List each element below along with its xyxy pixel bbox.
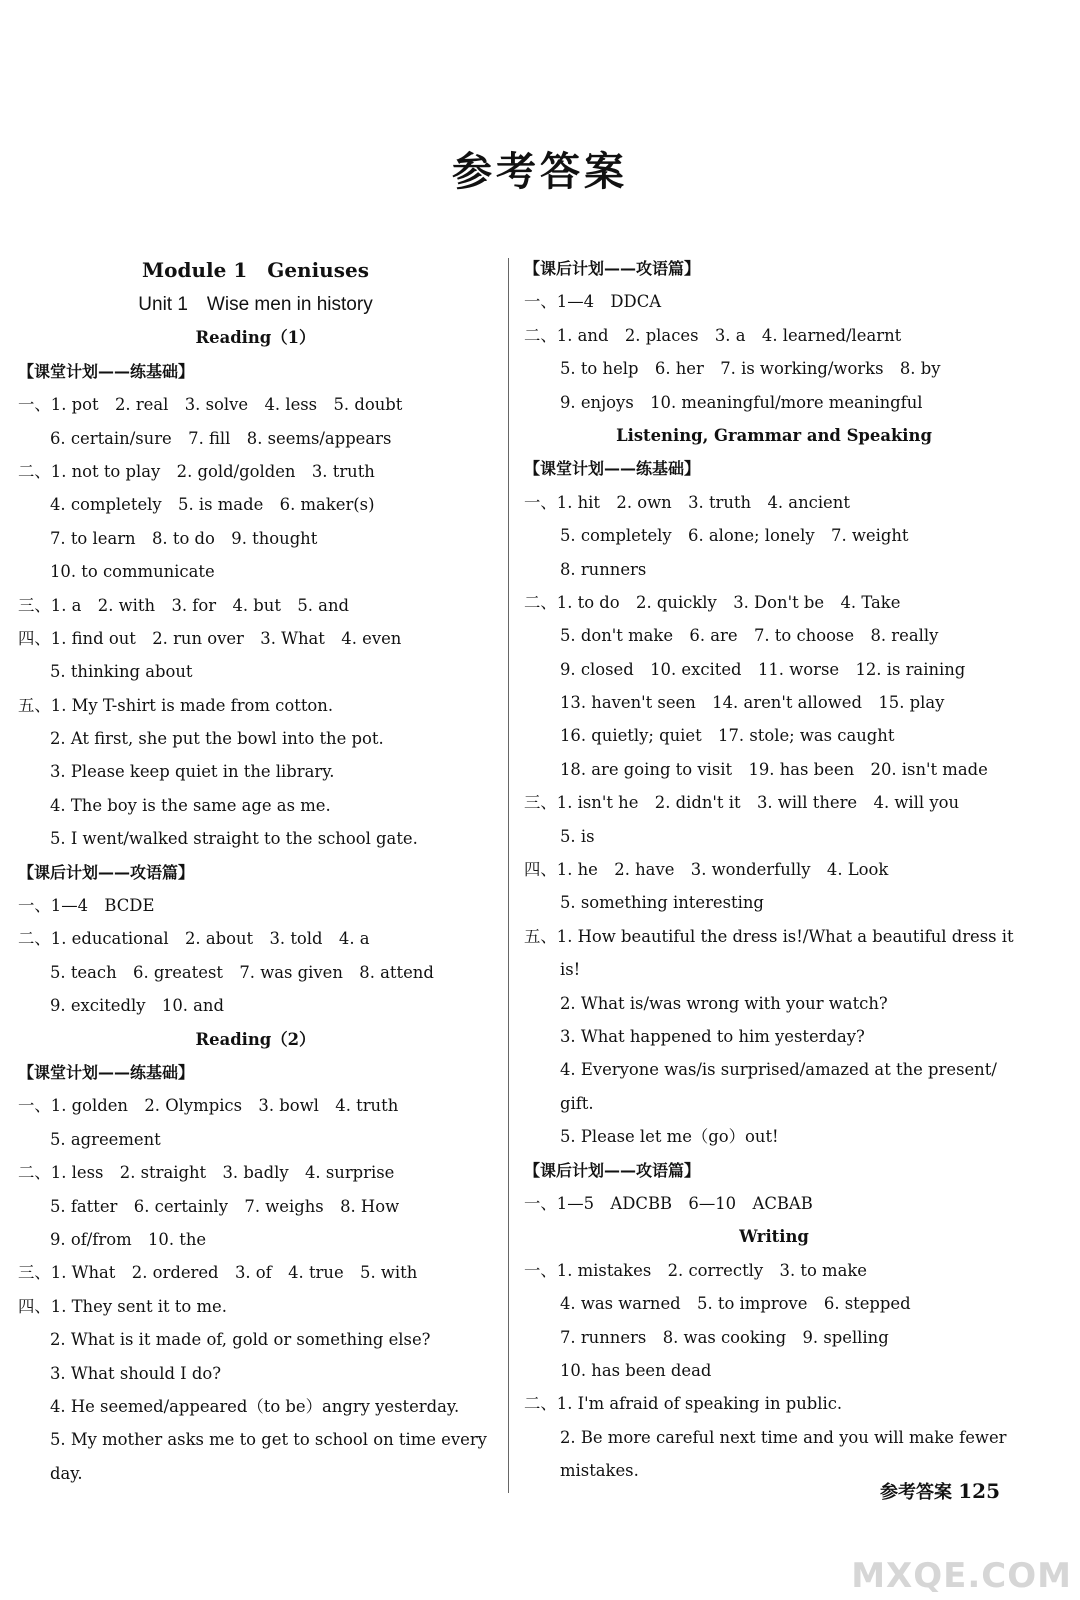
left-answer-line: 5. teach 6. greatest 7. was given 8. attend [50, 962, 434, 982]
right-answer-line: 2. What is/was wrong with your watch? [560, 993, 888, 1013]
right-answer-line: 二、1. I'm afraid of speaking in public. [524, 1394, 843, 1414]
right-answer-line: 7. runners 8. was cooking 9. spelling [560, 1327, 889, 1347]
left-answer-line: 7. to learn 8. to do 9. thought [50, 528, 318, 548]
left-answer-line: 三、1. a 2. with 3. for 4. but 5. and [18, 595, 349, 615]
left-answer-line: 一、1—4 BCDE [18, 896, 155, 916]
right-column [524, 252, 1024, 1487]
left-answer-line: 9. of/from 10. the [50, 1229, 207, 1249]
right-answer-line: Writing [739, 1227, 809, 1247]
right-answer-line: gift. [560, 1093, 594, 1113]
right-answer-line: Listening, Grammar and Speaking [616, 425, 932, 445]
left-answer-line: 三、1. What 2. ordered 3. of 4. true 5. with [18, 1263, 418, 1283]
left-answer-line: 5. My mother asks me to get to school on time every [50, 1430, 487, 1450]
right-answer-line: 五、1. How beautiful the dress is!/What a beautiful dress it [524, 926, 1014, 946]
right-answer-line: 10. has been dead [560, 1360, 712, 1380]
left-answer-line: Reading（1） [195, 328, 316, 348]
left-answer-line: 5. fatter 6. certainly 7. weighs 8. How [50, 1196, 400, 1216]
left-answer-line: 二、1. educational 2. about 3. told 4. a [18, 929, 370, 949]
right-answer-line: 一、1. hit 2. own 3. truth 4. ancient [524, 492, 850, 512]
left-answer-line: 10. to communicate [50, 562, 215, 582]
right-answer-line: 4. Everyone was/is surprised/amazed at the present/ [560, 1060, 997, 1080]
left-answer-line: 【课后计划——攻语篇】 [18, 862, 195, 882]
left-answer-line: 5. I went/walked straight to the school gate. [50, 829, 418, 849]
right-answer-line: 3. What happened to him yesterday? [560, 1026, 865, 1046]
left-answer-line: 2. What is it made of, gold or something else? [50, 1330, 431, 1350]
right-answer-line: 一、1. mistakes 2. correctly 3. to make [524, 1260, 868, 1280]
right-answer-line: 三、1. isn't he 2. didn't it 3. will there 4. will you [524, 793, 960, 813]
footer-label: 参考答案 [879, 1482, 952, 1503]
left-answer-line: Unit 1 Wise men in history [138, 294, 373, 315]
left-answer-line: 4. He seemed/appeared（to be）angry yesterday. [50, 1396, 460, 1416]
right-answer-line: 5. completely 6. alone; lonely 7. weight [560, 526, 909, 546]
right-answer-line: 8. runners [560, 559, 647, 579]
right-answer-line: 【课堂计划——练基础】 [524, 459, 701, 479]
left-answer-line: Module 1 Geniuses [142, 258, 369, 282]
right-answer-line: 2. Be more careful next time and you will make fewer [560, 1427, 1007, 1447]
left-answer-line: 5. thinking about [50, 662, 193, 682]
left-answer-line: 四、1. They sent it to me. [18, 1296, 227, 1316]
right-answer-line: 5. to help 6. her 7. is working/works 8. by [560, 359, 941, 379]
left-answer-line: 四、1. find out 2. run over 3. What 4. even [18, 628, 402, 648]
page-footer [880, 1478, 1000, 1504]
right-answer-line: 一、1—4 DDCA [524, 292, 662, 312]
right-answer-line: 二、1. and 2. places 3. a 4. learned/learnt [524, 325, 902, 345]
left-answer-line: Reading（2） [195, 1029, 316, 1049]
column-divider [508, 258, 509, 1493]
right-answer-line: mistakes. [560, 1461, 639, 1481]
left-answer-line: 5. agreement [50, 1129, 161, 1149]
right-answer-line: 【课后计划——攻语篇】 [524, 259, 701, 278]
right-answer-line: 四、1. he 2. have 3. wonderfully 4. Look [524, 860, 889, 880]
right-answer-line: 9. enjoys 10. meaningful/more meaningful [560, 392, 923, 412]
left-answer-line: 4. The boy is the same age as me. [50, 795, 331, 815]
left-column [18, 252, 493, 1490]
right-answer-line: 二、1. to do 2. quickly 3. Don't be 4. Take [524, 592, 901, 612]
left-answer-line: 4. completely 5. is made 6. maker(s) [50, 495, 375, 515]
left-answer-line: 二、1. not to play 2. gold/golden 3. truth [18, 461, 375, 481]
right-answer-line: 【课后计划——攻语篇】 [524, 1160, 701, 1180]
right-answer-line: 5. Please let me（go）out! [560, 1127, 779, 1147]
right-answer-line: 16. quietly; quiet 17. stole; was caught [560, 726, 895, 746]
right-answer-line: 5. don't make 6. are 7. to choose 8. really [560, 626, 939, 646]
left-answer-line: 6. certain/sure 7. fill 8. seems/appears [50, 428, 392, 448]
left-answer-line: 【课堂计划——练基础】 [18, 1062, 195, 1082]
left-answer-line: 3. What should I do? [50, 1363, 221, 1383]
left-answer-line: 一、1. golden 2. Olympics 3. bowl 4. truth [18, 1096, 399, 1116]
left-answer-line: 9. excitedly 10. and [50, 996, 224, 1016]
right-answer-line: 18. are going to visit 19. has been 20. isn't made [560, 759, 988, 779]
watermark-logo: MXQE.COM [851, 1556, 1072, 1596]
left-answer-line: 3. Please keep quiet in the library. [50, 762, 335, 782]
right-answer-line: 5. is [560, 826, 595, 846]
right-answer-line: 一、1—5 ADCBB 6—10 ACBAB [524, 1193, 813, 1213]
left-answer-line: 二、1. less 2. straight 3. badly 4. surprise [18, 1163, 395, 1183]
right-answer-line: 9. closed 10. excited 11. worse 12. is raining [560, 659, 966, 679]
page-number: 125 [958, 1479, 1000, 1503]
left-answer-line: day. [50, 1463, 83, 1483]
right-answer-line: 13. haven't seen 14. aren't allowed 15. play [560, 693, 945, 713]
right-answer-line: is! [560, 960, 581, 980]
right-answer-line: 4. was warned 5. to improve 6. stepped [560, 1294, 911, 1314]
right-answer-line: 5. something interesting [560, 893, 764, 913]
left-answer-line: 2. At first, she put the bowl into the pot. [50, 729, 384, 749]
left-answer-line: 【课堂计划——练基础】 [18, 361, 195, 381]
left-answer-line: 一、1. pot 2. real 3. solve 4. less 5. doubt [18, 395, 403, 415]
left-answer-line: 五、1. My T-shirt is made from cotton. [18, 695, 334, 715]
page-title: 参考答案 [452, 148, 628, 195]
